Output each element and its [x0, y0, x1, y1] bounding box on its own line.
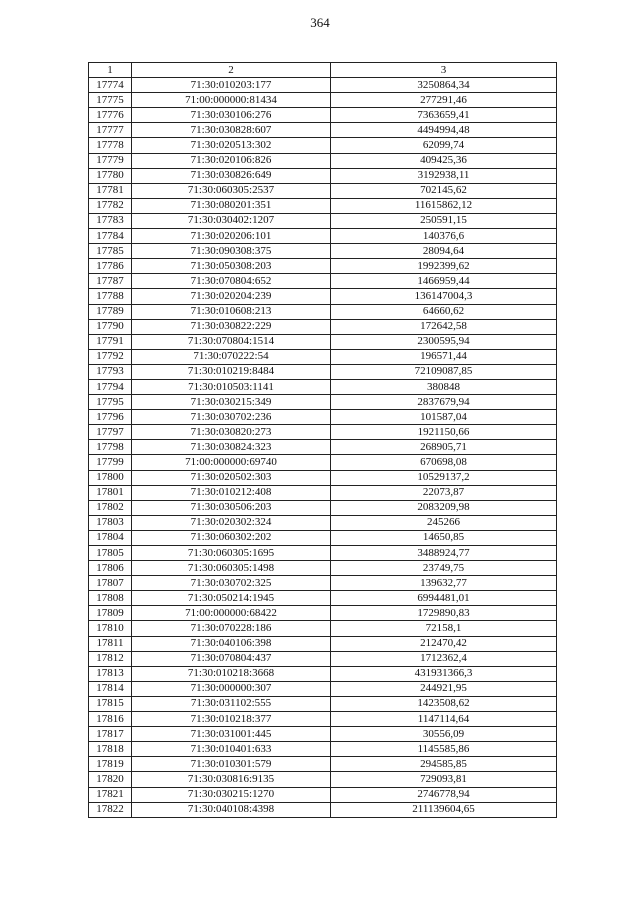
value-cell: 11615862,12 — [331, 198, 557, 213]
value-cell: 30556,09 — [331, 727, 557, 742]
cadastral-number-cell: 71:30:010301:579 — [132, 757, 331, 772]
table-row — [89, 742, 557, 757]
value-cell: 2083209,98 — [331, 500, 557, 515]
cadastral-number-cell: 71:30:070804:437 — [132, 651, 331, 666]
row-number-cell: 17785 — [89, 244, 132, 259]
row-number-cell: 17784 — [89, 229, 132, 244]
cadastral-number-cell: 71:30:030822:229 — [132, 319, 331, 334]
value-cell: 431931366,3 — [331, 666, 557, 681]
value-cell: 1423508,62 — [331, 696, 557, 711]
row-number-cell: 17800 — [89, 470, 132, 485]
value-cell: 409425,36 — [331, 153, 557, 168]
row-number-cell: 17791 — [89, 334, 132, 349]
cadastral-number-cell: 71:30:020513:302 — [132, 138, 331, 153]
table-row — [89, 787, 557, 802]
cadastral-number-cell: 71:30:020106:826 — [132, 153, 331, 168]
value-cell: 72158,1 — [331, 621, 557, 636]
value-cell: 702145,62 — [331, 183, 557, 198]
value-cell: 28094,64 — [331, 244, 557, 259]
cadastral-number-cell: 71:00:000000:69740 — [132, 455, 331, 470]
cadastral-number-cell: 71:30:010218:377 — [132, 712, 331, 727]
table-row — [89, 440, 557, 455]
cadastral-number-cell: 71:30:030826:649 — [132, 168, 331, 183]
table-row — [89, 410, 557, 425]
table-row — [89, 455, 557, 470]
row-number-cell: 17776 — [89, 108, 132, 123]
value-cell: 22073,87 — [331, 485, 557, 500]
row-number-cell: 17778 — [89, 138, 132, 153]
table-row — [89, 349, 557, 364]
cadastral-number-cell: 71:30:040108:4398 — [132, 802, 331, 817]
cadastral-number-cell: 71:30:070222:54 — [132, 349, 331, 364]
row-number-cell: 17817 — [89, 727, 132, 742]
table-row — [89, 168, 557, 183]
table-row — [89, 78, 557, 93]
table-row — [89, 757, 557, 772]
cadastral-number-cell: 71:30:060302:202 — [132, 530, 331, 545]
cadastral-number-cell: 71:30:010401:633 — [132, 742, 331, 757]
table-row — [89, 259, 557, 274]
row-number-cell: 17788 — [89, 289, 132, 304]
table-row — [89, 93, 557, 108]
table-row — [89, 395, 557, 410]
value-cell: 10529137,2 — [331, 470, 557, 485]
value-cell: 1712362,4 — [331, 651, 557, 666]
value-cell: 268905,71 — [331, 440, 557, 455]
value-cell: 3250864,34 — [331, 78, 557, 93]
row-number-cell: 17777 — [89, 123, 132, 138]
table-row — [89, 379, 557, 394]
table-row — [89, 138, 557, 153]
table-row — [89, 651, 557, 666]
cadastral-number-cell: 71:30:030828:607 — [132, 123, 331, 138]
value-cell: 196571,44 — [331, 349, 557, 364]
value-cell: 3192938,11 — [331, 168, 557, 183]
cadastral-number-cell: 71:30:020502:303 — [132, 470, 331, 485]
row-number-cell: 17803 — [89, 515, 132, 530]
value-cell: 14650,85 — [331, 530, 557, 545]
cadastral-number-cell: 71:30:070228:186 — [132, 621, 331, 636]
cadastral-number-cell: 71:30:040106:398 — [132, 636, 331, 651]
table-row — [89, 666, 557, 681]
value-cell: 2837679,94 — [331, 395, 557, 410]
row-number-cell: 17782 — [89, 198, 132, 213]
row-number-cell: 17818 — [89, 742, 132, 757]
row-number-cell: 17793 — [89, 364, 132, 379]
row-number-cell: 17821 — [89, 787, 132, 802]
cadastral-number-cell: 71:30:030402:1207 — [132, 213, 331, 228]
table-header — [89, 63, 557, 78]
table-row — [89, 636, 557, 651]
cadastral-number-cell: 71:30:010203:177 — [132, 78, 331, 93]
table-row — [89, 304, 557, 319]
page-number: 364 — [310, 15, 330, 30]
cadastral-number-cell: 71:30:060305:1498 — [132, 561, 331, 576]
value-cell: 212470,42 — [331, 636, 557, 651]
row-number-cell: 17822 — [89, 802, 132, 817]
table-row — [89, 500, 557, 515]
cadastral-number-cell: 71:30:030702:325 — [132, 576, 331, 591]
row-number-cell: 17797 — [89, 425, 132, 440]
value-cell: 23749,75 — [331, 561, 557, 576]
cadastral-number-cell: 71:00:000000:68422 — [132, 606, 331, 621]
row-number-cell: 17780 — [89, 168, 132, 183]
table-row — [89, 606, 557, 621]
value-cell: 4494994,48 — [331, 123, 557, 138]
value-cell: 244921,95 — [331, 681, 557, 696]
cadastral-number-cell: 71:30:030824:323 — [132, 440, 331, 455]
table-row — [89, 485, 557, 500]
row-number-cell: 17815 — [89, 696, 132, 711]
row-number-cell: 17807 — [89, 576, 132, 591]
cadastral-number-cell: 71:30:031102:555 — [132, 696, 331, 711]
cadastral-number-cell: 71:30:070804:652 — [132, 274, 331, 289]
cadastral-number-cell: 71:30:020302:324 — [132, 515, 331, 530]
value-cell: 1145585,86 — [331, 742, 557, 757]
row-number-cell: 17809 — [89, 606, 132, 621]
table-row — [89, 319, 557, 334]
table-row — [89, 229, 557, 244]
row-number-cell: 17786 — [89, 259, 132, 274]
row-number-cell: 17794 — [89, 379, 132, 394]
value-cell: 3488924,77 — [331, 546, 557, 561]
cadastral-number-cell: 71:30:030215:1270 — [132, 787, 331, 802]
table-row — [89, 153, 557, 168]
cadastral-number-cell: 71:30:050308:203 — [132, 259, 331, 274]
cadastral-number-cell: 71:30:030106:276 — [132, 108, 331, 123]
row-number-cell: 17811 — [89, 636, 132, 651]
row-number-cell: 17808 — [89, 591, 132, 606]
value-cell: 380848 — [331, 379, 557, 394]
table-row — [89, 696, 557, 711]
row-number-cell: 17802 — [89, 500, 132, 515]
row-number-cell: 17810 — [89, 621, 132, 636]
table-row — [89, 727, 557, 742]
cadastral-number-cell: 71:00:000000:81434 — [132, 93, 331, 108]
value-cell: 136147004,3 — [331, 289, 557, 304]
value-cell: 7363659,41 — [331, 108, 557, 123]
cadastral-number-cell: 71:30:090308:375 — [132, 244, 331, 259]
cadastral-number-cell: 71:30:080201:351 — [132, 198, 331, 213]
row-number-cell: 17779 — [89, 153, 132, 168]
row-number-cell: 17820 — [89, 772, 132, 787]
cadastral-number-cell: 71:30:030816:9135 — [132, 772, 331, 787]
row-number-cell: 17796 — [89, 410, 132, 425]
cadastral-number-cell: 71:30:031001:445 — [132, 727, 331, 742]
row-number-cell: 17790 — [89, 319, 132, 334]
value-cell: 2746778,94 — [331, 787, 557, 802]
row-number-cell: 17804 — [89, 530, 132, 545]
cadastral-number-cell: 71:30:030820:273 — [132, 425, 331, 440]
table-body — [89, 78, 557, 818]
value-cell: 277291,46 — [331, 93, 557, 108]
cadastral-number-cell: 71:30:070804:1514 — [132, 334, 331, 349]
value-cell: 101587,04 — [331, 410, 557, 425]
column-header-1: 1 — [89, 63, 132, 78]
row-number-cell: 17799 — [89, 455, 132, 470]
cadastral-number-cell: 71:30:060305:2537 — [132, 183, 331, 198]
row-number-cell: 17812 — [89, 651, 132, 666]
table-row — [89, 530, 557, 545]
table-row — [89, 712, 557, 727]
row-number-cell: 17813 — [89, 666, 132, 681]
table-row — [89, 515, 557, 530]
header-row — [89, 63, 557, 78]
value-cell: 2300595,94 — [331, 334, 557, 349]
table-row — [89, 123, 557, 138]
table-row — [89, 289, 557, 304]
cadastral-number-cell: 71:30:010218:3668 — [132, 666, 331, 681]
row-number-cell: 17806 — [89, 561, 132, 576]
table-row — [89, 183, 557, 198]
value-cell: 1729890,83 — [331, 606, 557, 621]
row-number-cell: 17795 — [89, 395, 132, 410]
cadastral-number-cell: 71:30:010608:213 — [132, 304, 331, 319]
row-number-cell: 17814 — [89, 681, 132, 696]
value-cell: 172642,58 — [331, 319, 557, 334]
column-header-2: 2 — [132, 63, 331, 78]
value-cell: 64660,62 — [331, 304, 557, 319]
cadastral-number-cell: 71:30:030215:349 — [132, 395, 331, 410]
row-number-cell: 17805 — [89, 546, 132, 561]
table-row — [89, 591, 557, 606]
value-cell: 245266 — [331, 515, 557, 530]
table-row — [89, 621, 557, 636]
value-cell: 1921150,66 — [331, 425, 557, 440]
value-cell: 1466959,44 — [331, 274, 557, 289]
table-row — [89, 576, 557, 591]
table-row — [89, 546, 557, 561]
value-cell: 1147114,64 — [331, 712, 557, 727]
table-row — [89, 772, 557, 787]
row-number-cell: 17774 — [89, 78, 132, 93]
value-cell: 139632,77 — [331, 576, 557, 591]
value-cell: 729093,81 — [331, 772, 557, 787]
cadastral-number-cell: 71:30:010212:408 — [132, 485, 331, 500]
value-cell: 140376,6 — [331, 229, 557, 244]
cadastral-number-cell: 71:30:010219:8484 — [132, 364, 331, 379]
row-number-cell: 17789 — [89, 304, 132, 319]
table-row — [89, 470, 557, 485]
cadastral-number-cell: 71:30:050214:1945 — [132, 591, 331, 606]
row-number-cell: 17792 — [89, 349, 132, 364]
row-number-cell: 17783 — [89, 213, 132, 228]
value-cell: 294585,85 — [331, 757, 557, 772]
table-row — [89, 334, 557, 349]
cadastral-number-cell: 71:30:000000:307 — [132, 681, 331, 696]
value-cell: 72109087,85 — [331, 364, 557, 379]
cadastral-number-cell: 71:30:030702:236 — [132, 410, 331, 425]
value-cell: 211139604,65 — [331, 802, 557, 817]
cadastral-number-cell: 71:30:020206:101 — [132, 229, 331, 244]
table-row — [89, 274, 557, 289]
value-cell: 6994481,01 — [331, 591, 557, 606]
table-row — [89, 364, 557, 379]
row-number-cell: 17775 — [89, 93, 132, 108]
table-row — [89, 561, 557, 576]
table-row — [89, 108, 557, 123]
row-number-cell: 17816 — [89, 712, 132, 727]
value-cell: 62099,74 — [331, 138, 557, 153]
table-row — [89, 802, 557, 817]
table-row — [89, 198, 557, 213]
row-number-cell: 17801 — [89, 485, 132, 500]
table-row — [89, 244, 557, 259]
cadastral-number-cell: 71:30:020204:239 — [132, 289, 331, 304]
registry-table — [88, 62, 557, 818]
table-row — [89, 213, 557, 228]
column-header-3: 3 — [331, 63, 557, 78]
cadastral-number-cell: 71:30:010503:1141 — [132, 379, 331, 394]
value-cell: 670698,08 — [331, 455, 557, 470]
cadastral-number-cell: 71:30:060305:1695 — [132, 546, 331, 561]
value-cell: 250591,15 — [331, 213, 557, 228]
row-number-cell: 17787 — [89, 274, 132, 289]
cadastral-number-cell: 71:30:030506:203 — [132, 500, 331, 515]
table-row — [89, 681, 557, 696]
value-cell: 1992399,62 — [331, 259, 557, 274]
table-row — [89, 425, 557, 440]
row-number-cell: 17819 — [89, 757, 132, 772]
row-number-cell: 17781 — [89, 183, 132, 198]
row-number-cell: 17798 — [89, 440, 132, 455]
